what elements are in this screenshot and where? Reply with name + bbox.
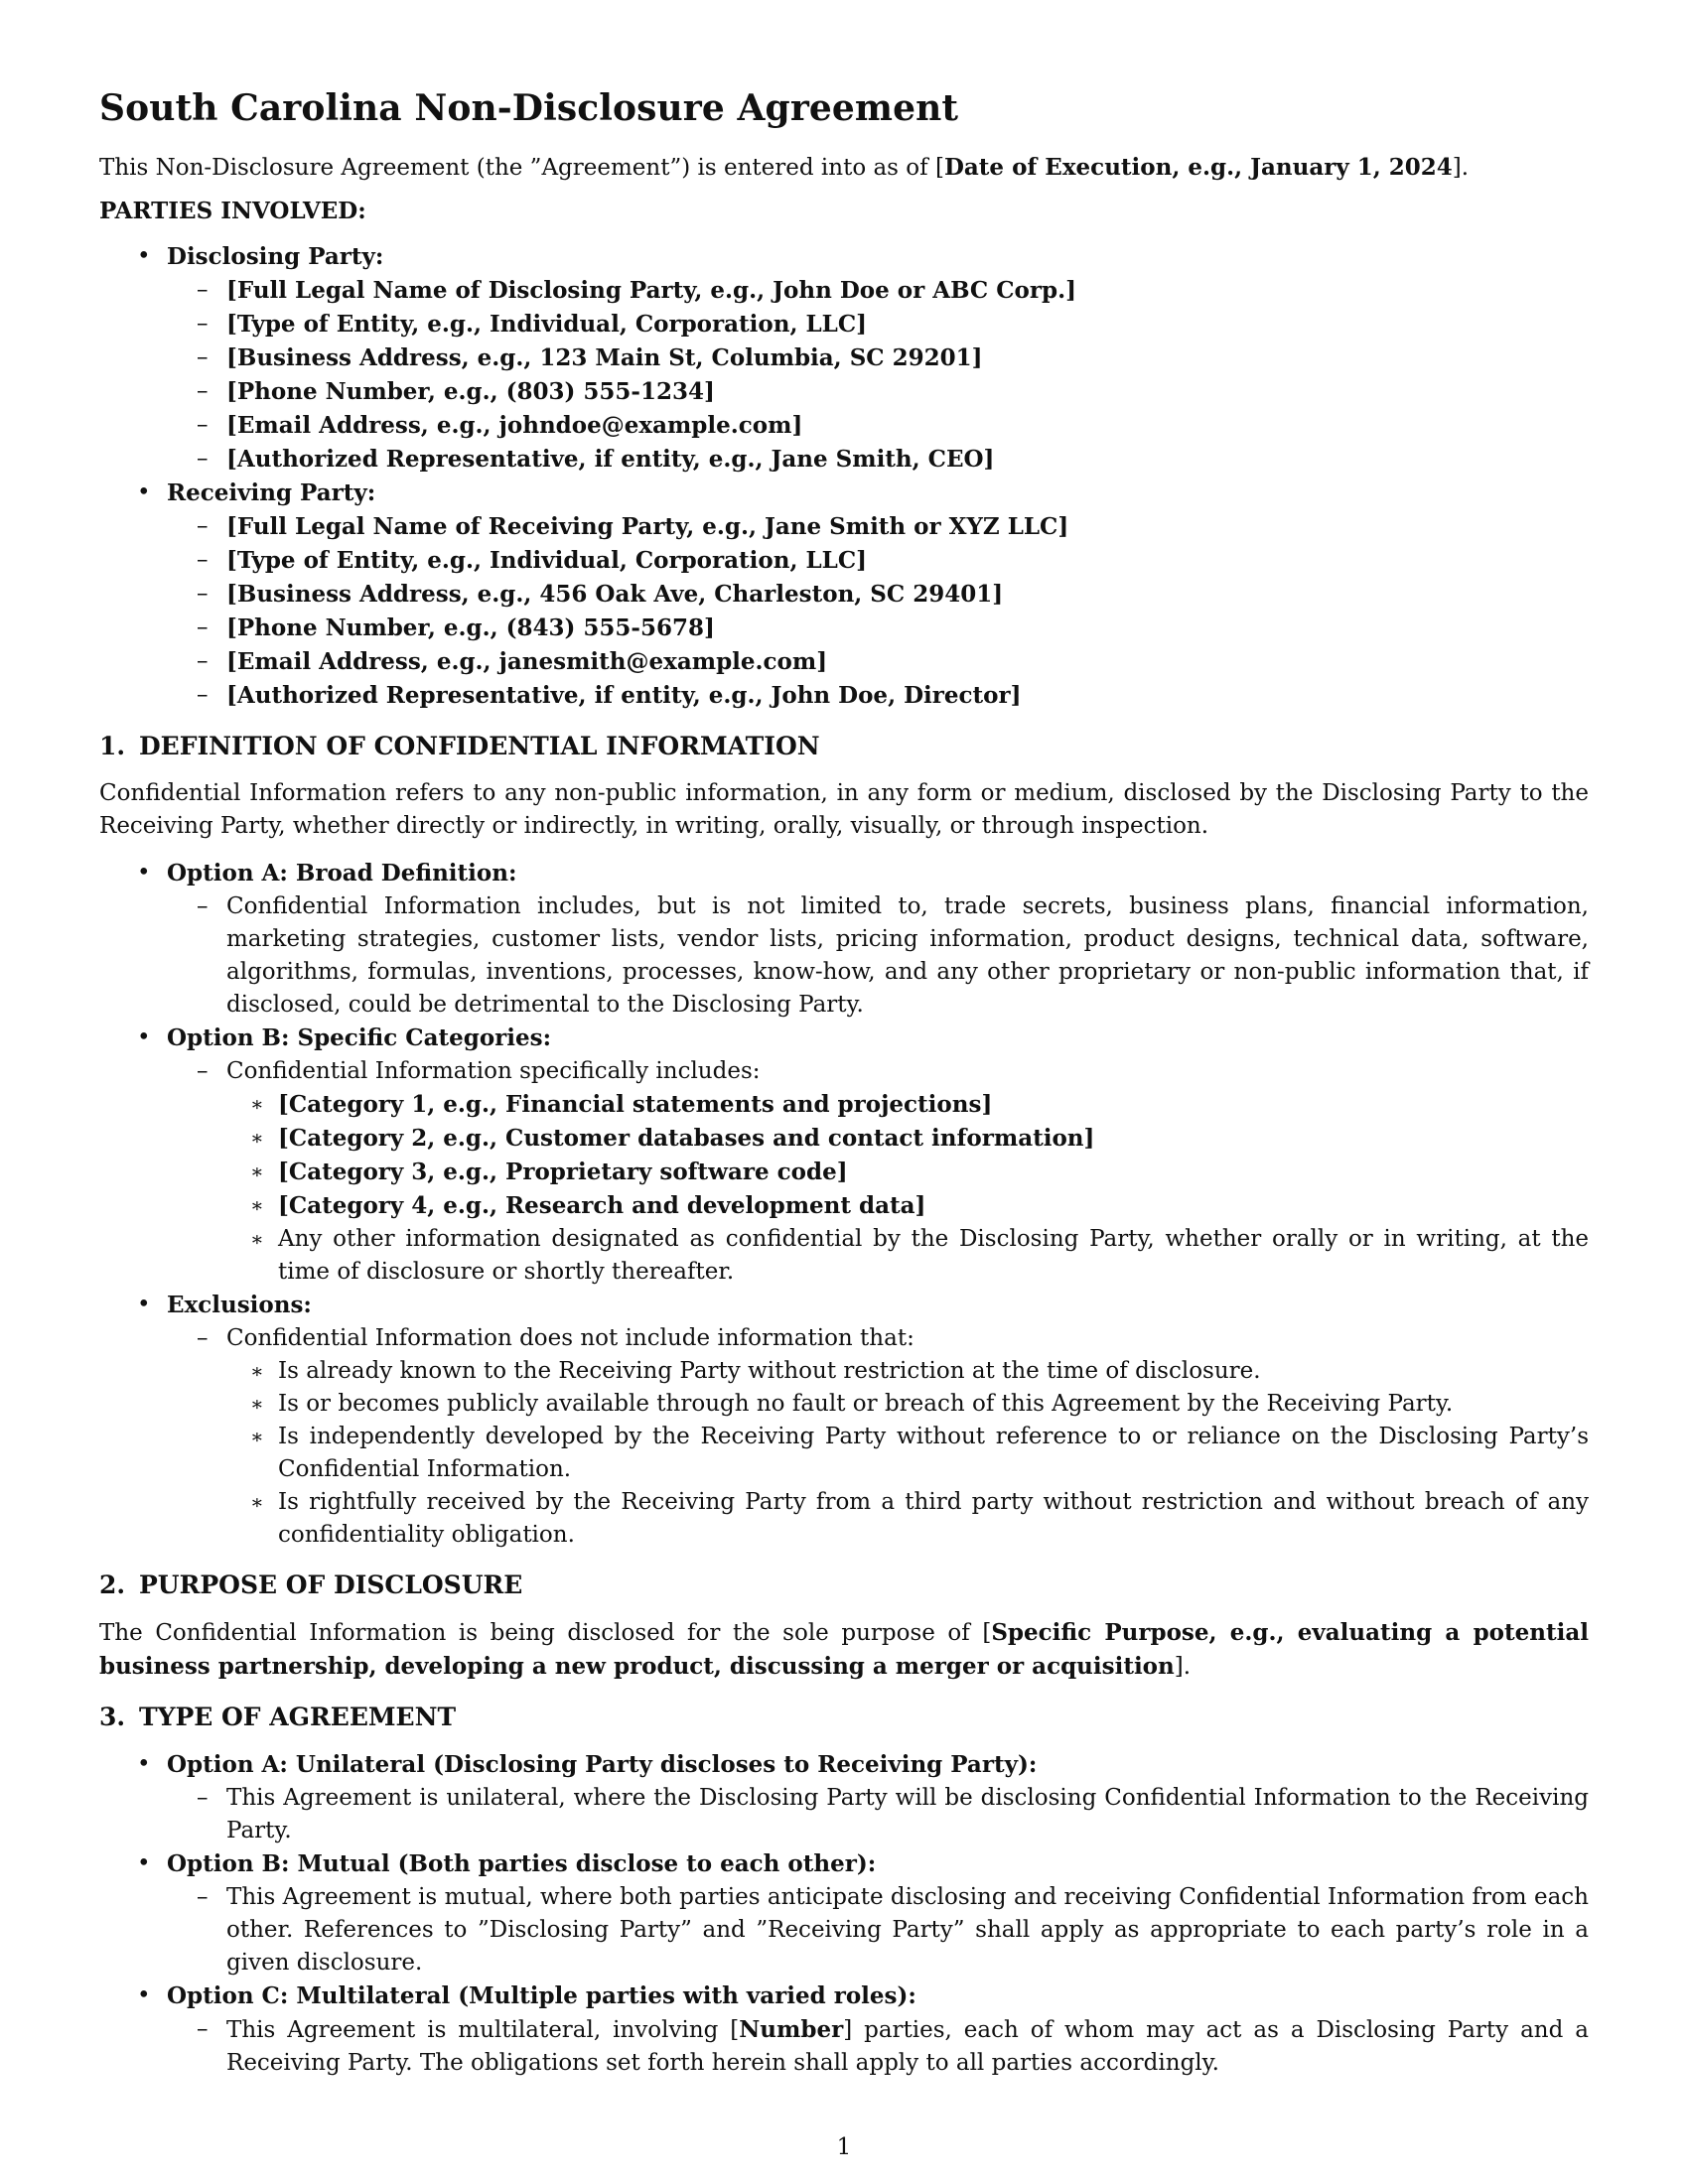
- field-placeholder: Authorized Representative, if entity, e.g., John Doe, Director: [236, 682, 1011, 709]
- bullet-icon: •: [137, 479, 151, 505]
- section-2-body: [99, 1616, 1589, 1684]
- section-3-options: [99, 1748, 1589, 2080]
- option-b-item: [99, 1022, 1589, 1289]
- intro-prefix: This Non-Disclosure Agreement (the ”Agreement”) is entered into as of [: [99, 155, 944, 181]
- list-item: – [Authorized Representative, if entity, e.g., John Doe, Director]: [167, 679, 1589, 713]
- exclusions-label: Exclusions:: [167, 1292, 312, 1318]
- exclusion-item: [226, 1388, 1589, 1421]
- list-item: – [Type of Entity, e.g., Individual, Corporation, LLC]: [167, 308, 1589, 341]
- option-a-label: Option A: Unilateral (Disclosing Party discloses to Receiving Party):: [167, 1751, 1038, 1778]
- category-placeholder: Category 4, e.g., Research and development data: [288, 1192, 915, 1219]
- exclusion-list: [226, 1355, 1589, 1552]
- list-item: – [Full Legal Name of Receiving Party, e.g., Jane Smith or XYZ LLC]: [167, 510, 1589, 544]
- dash-icon: –: [197, 893, 209, 919]
- option-b-label: Option B: Mutual (Both parties disclose to each other):: [167, 1850, 877, 1877]
- field-placeholder: Business Address, e.g., 123 Main St, Columbia, SC 29201: [236, 344, 972, 371]
- list-item: [167, 2013, 1589, 2080]
- option-b-sublist: [167, 1055, 1589, 1289]
- list-item: [167, 1881, 1589, 1979]
- exclusion-text: Is already known to the Receiving Party without restriction at the time of disclosure.: [278, 1358, 1261, 1384]
- dash-icon: –: [197, 378, 209, 404]
- date-placeholder: Date of Execution, e.g., January 1, 2024: [943, 154, 1453, 181]
- section-title: PURPOSE OF DISCLOSURE: [139, 1570, 523, 1599]
- field-placeholder: Phone Number, e.g., (843) 555-5678: [236, 614, 704, 641]
- field-placeholder: Business Address, e.g., 456 Oak Ave, Charleston, SC 29401: [236, 581, 993, 608]
- bullet-icon: •: [137, 860, 151, 886]
- exclusion-item: [226, 1355, 1589, 1388]
- parties-list: [99, 240, 1589, 713]
- section-title: DEFINITION OF CONFIDENTIAL INFORMATION: [139, 732, 820, 760]
- list-item: – [Full Legal Name of Disclosing Party, e.g., John Doe or ABC Corp.]: [167, 274, 1589, 308]
- number-placeholder: Number: [739, 2016, 844, 2043]
- page-number: 1: [836, 2134, 852, 2160]
- category-placeholder: Category 2, e.g., Customer databases and contact information: [288, 1125, 1084, 1152]
- option-a-sublist: [167, 1782, 1589, 1847]
- dash-icon: –: [197, 1884, 209, 1910]
- list-item: [167, 1782, 1589, 1847]
- category-item: [226, 1223, 1589, 1289]
- dash-icon: –: [197, 1325, 209, 1351]
- exclusions-sublist: [167, 1322, 1589, 1552]
- category-item: ∗ [Category 1, e.g., Financial statements and projections]: [226, 1088, 1589, 1122]
- section-1-options: [99, 857, 1589, 1552]
- section-2-suffix: ].: [1174, 1654, 1192, 1680]
- bullet-icon: •: [137, 1024, 151, 1050]
- field-placeholder: Authorized Representative, if entity, e.g., Jane Smith, CEO: [236, 446, 984, 473]
- list-item: – [Business Address, e.g., 123 Main St, Columbia, SC 29201]: [167, 341, 1589, 375]
- option-c-sublist: [167, 2013, 1589, 2080]
- option-c-label: Option C: Multilateral (Multiple parties with varied roles):: [167, 1982, 916, 2009]
- asterisk-icon: ∗: [250, 1425, 264, 1448]
- dash-icon: –: [197, 1785, 209, 1811]
- dash-icon: –: [197, 2016, 209, 2042]
- list-item: – [Email Address, e.g., janesmith@example.com]: [167, 645, 1589, 679]
- exclusion-item: [226, 1486, 1589, 1552]
- dash-icon: –: [197, 277, 209, 303]
- option-c-prefix: This Agreement is multilateral, involving [: [226, 2017, 740, 2043]
- option-a-item: [99, 1748, 1589, 1847]
- exclusion-item: [226, 1421, 1589, 1486]
- exclusion-text: Is rightfully received by the Receiving Party from a third party without restriction and without breach of any confidentiality obligation.: [278, 1489, 1589, 1548]
- list-item: – [Business Address, e.g., 456 Oak Ave, Charleston, SC 29401]: [167, 578, 1589, 612]
- exclusion-text: Is or becomes publicly available through no fault or breach of this Agreement by the Receiving Party.: [278, 1391, 1454, 1417]
- asterisk-icon: ∗: [250, 1126, 264, 1150]
- option-b-label: Option B: Specific Categories:: [167, 1024, 552, 1051]
- option-c-suffix: ] parties, each of whom may act as a Disclosing Party and a Receiving Party. The obligations set forth herein shall apply to all parties accordingly.: [226, 2017, 1589, 2076]
- disclosing-party-label: Disclosing Party:: [167, 243, 384, 270]
- intro-suffix: ].: [1452, 155, 1470, 181]
- section-2-heading: [99, 1569, 1589, 1601]
- section-1-heading: [99, 730, 1589, 762]
- exclusions-text: Confidential Information does not include information that:: [226, 1325, 914, 1351]
- receiving-party-item: [99, 477, 1589, 713]
- document-title: South Carolina Non-Disclosure Agreement: [99, 87, 959, 129]
- asterisk-icon: ∗: [250, 1392, 264, 1416]
- receiving-party-label: Receiving Party:: [167, 479, 376, 506]
- option-b-item: [99, 1847, 1589, 1979]
- disclosing-party-item: [99, 240, 1589, 477]
- list-item: – [Email Address, e.g., johndoe@example.com]: [167, 409, 1589, 443]
- list-item: [167, 890, 1589, 1022]
- option-a-text: Confidential Information includes, but is not limited to, trade secrets, business plans, financial information, marketing strategies, customer lists, vendor lists, pricing information, product designs, technical data, software, algorithms, formulas, inventions, processes, know-how, and any other proprietary or non-public information that, if disclosed, could be detrimental to the Disclosing Party.: [226, 893, 1589, 1018]
- section-number: 1.: [99, 732, 126, 760]
- disclosing-party-fields: [167, 274, 1589, 477]
- option-c-item: [99, 1979, 1589, 2080]
- section-3-heading: [99, 1701, 1589, 1733]
- exclusion-text: Is independently developed by the Receiving Party without reference to or reliance on the Disclosing Party’s Confidential Information.: [278, 1424, 1589, 1482]
- dash-icon: –: [197, 648, 209, 674]
- category-item: ∗ [Category 3, e.g., Proprietary software code]: [226, 1156, 1589, 1189]
- section-number: 2.: [99, 1570, 126, 1599]
- receiving-party-fields: [167, 510, 1589, 713]
- category-other: Any other information designated as confidential by the Disclosing Party, whether orally or in writing, at the time of disclosure or shortly thereafter.: [278, 1226, 1589, 1285]
- option-b-text: Confidential Information specifically includes:: [226, 1058, 761, 1084]
- field-placeholder: Email Address, e.g., johndoe@example.com: [236, 412, 792, 439]
- asterisk-icon: ∗: [250, 1490, 264, 1514]
- list-item: – [Phone Number, e.g., (803) 555-1234]: [167, 375, 1589, 409]
- bullet-icon: •: [137, 1751, 151, 1777]
- dash-icon: –: [197, 682, 209, 708]
- field-placeholder: Phone Number, e.g., (803) 555-1234: [236, 378, 704, 405]
- list-item: [167, 1055, 1589, 1289]
- dash-icon: –: [197, 513, 209, 539]
- dash-icon: –: [197, 344, 209, 370]
- intro-paragraph: [99, 151, 1589, 185]
- field-placeholder: Type of Entity, e.g., Individual, Corporation, LLC: [236, 311, 857, 338]
- bullet-icon: •: [137, 1850, 151, 1876]
- asterisk-icon: ∗: [250, 1227, 264, 1251]
- category-placeholder: Category 3, e.g., Proprietary software code: [288, 1159, 837, 1185]
- option-a-text: This Agreement is unilateral, where the Disclosing Party will be disclosing Confidential Information to the Receiving Party.: [226, 1785, 1589, 1843]
- dash-icon: –: [197, 547, 209, 573]
- dash-icon: –: [197, 1058, 209, 1084]
- option-a-item: [99, 857, 1589, 1022]
- list-item: [167, 1322, 1589, 1552]
- category-item: ∗ [Category 4, e.g., Research and development data]: [226, 1189, 1589, 1223]
- bullet-icon: •: [137, 1292, 151, 1317]
- dash-icon: –: [197, 412, 209, 438]
- section-2-prefix: The Confidential Information is being disclosed for the sole purpose of [: [99, 1620, 992, 1646]
- option-a-label: Option A: Broad Definition:: [167, 860, 517, 887]
- asterisk-icon: ∗: [250, 1193, 264, 1217]
- dash-icon: –: [197, 614, 209, 640]
- purpose-placeholder: Specific Purpose, e.g., evaluating a potential business partnership, developing a new product, discussing a merger or acquisition: [99, 1619, 1589, 1680]
- section-title: TYPE OF AGREEMENT: [139, 1703, 457, 1731]
- dash-icon: –: [197, 581, 209, 607]
- category-item: ∗ [Category 2, e.g., Customer databases and contact information]: [226, 1122, 1589, 1156]
- list-item: – [Authorized Representative, if entity, e.g., Jane Smith, CEO]: [167, 443, 1589, 477]
- bullet-icon: •: [137, 1982, 151, 2008]
- list-item: – [Type of Entity, e.g., Individual, Corporation, LLC]: [167, 544, 1589, 578]
- parties-heading: PARTIES INVOLVED:: [99, 198, 366, 224]
- field-placeholder: Email Address, e.g., janesmith@example.com: [236, 648, 817, 675]
- dash-icon: –: [197, 446, 209, 472]
- category-placeholder: Category 1, e.g., Financial statements and projections: [288, 1091, 982, 1118]
- section-1-body: Confidential Information refers to any non-public information, in any form or medium, disclosed by the Disclosing Party to the Receiving Party, whether directly or indirectly, in writing, orally, visually, or through inspection.: [99, 780, 1589, 839]
- option-b-text: This Agreement is mutual, where both parties anticipate disclosing and receiving Confidential Information from each other. References to ”Disclosing Party” and ”Receiving Party” shall apply as appropriate to each party’s role in a given disclosure.: [226, 1884, 1589, 1976]
- asterisk-icon: ∗: [250, 1359, 264, 1383]
- document-page: [99, 87, 1589, 2096]
- exclusions-item: [99, 1289, 1589, 1552]
- list-item: – [Phone Number, e.g., (843) 555-5678]: [167, 612, 1589, 645]
- field-placeholder: Type of Entity, e.g., Individual, Corporation, LLC: [236, 547, 857, 574]
- field-placeholder: Full Legal Name of Disclosing Party, e.g., John Doe or ABC Corp.: [236, 277, 1066, 304]
- dash-icon: –: [197, 311, 209, 337]
- section-number: 3.: [99, 1703, 126, 1731]
- asterisk-icon: ∗: [250, 1160, 264, 1183]
- option-b-sublist: [167, 1881, 1589, 1979]
- category-list: [226, 1088, 1589, 1289]
- bullet-icon: •: [137, 243, 151, 269]
- asterisk-icon: ∗: [250, 1092, 264, 1116]
- option-a-sublist: [167, 890, 1589, 1022]
- field-placeholder: Full Legal Name of Receiving Party, e.g., Jane Smith or XYZ LLC: [236, 513, 1058, 540]
